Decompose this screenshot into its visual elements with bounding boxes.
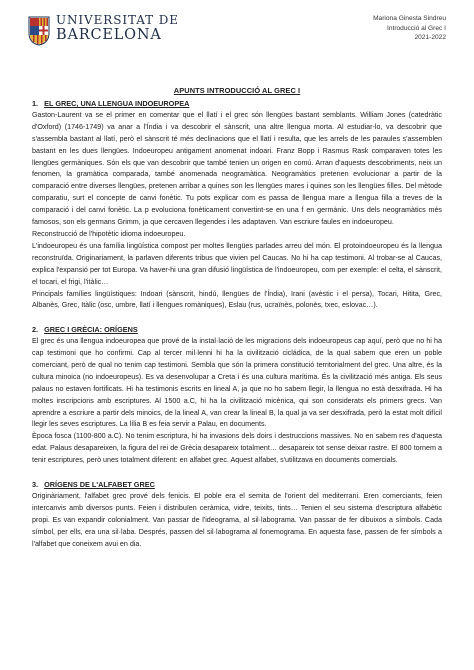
paragraph: Principals famílies lingüístiques: Indoari (sànscrit, hindú, llengües de l'Índia), Irani (avèstic i el persa), Tocari, Hitita, Grec, Albanès, Grec, Itàlic (osc, umbre, llatí i llengues romàniques), Eslau (rus, ucraïnès, polonès, txec, eslovac…). — [32, 289, 442, 310]
section-title: EL GREC, UNA LLENGUA INDOEUROPEA — [44, 99, 190, 108]
document-body — [32, 98, 442, 550]
section-title: ORÍGENS DE L'ALFABET GREC — [44, 479, 155, 489]
course-name: Introducció al Grec I — [386, 24, 446, 32]
logo-line-2: BARCELONA — [56, 27, 162, 43]
university-name — [56, 14, 179, 43]
page-header — [28, 14, 446, 70]
section-title: GREC I GRÈCIA: ORÍGENS — [44, 325, 138, 335]
paragraph: El grec és una llengua indoeuropea que prové de la instal·lació de les migracions dels indoeuropeus cap aquí, però que no hi ha cap testimoni que ho confirmi. Cap al tercer mil·lenni hi ha la civilització cicládica, de la qual sabem que eren un poble comerciant, però de qual no tenim cap testimoni. Sembla que són la primera constitució territorialment del grec. Una altre, és la cultura minoica (no indoeuropeus). Es va desenvolupar a Creta i és una cultura marítima. És la civilització més antiga. Els seus palaus no estaven fortificats. Hi ha testimonis escrits en lineal A, ja que no ho sabem llegir, la llengua no està desxifrada. Hi ha moltes inscripcions amb escriptures. Al 1500 a.C, hi ha la civilització micènica, qui son considerats els primers grecs. Van aprendre a escriure a partir dels minoics, de la lineal A, van crear la lineal B, la qual ja va ser desxifrada, però la estat molt difícil llegir les seves escriptures. La lília B es feia servir a Palau, en documents. — [32, 337, 442, 429]
section-number: 1. — [32, 99, 39, 108]
section-heading — [32, 98, 442, 110]
paragraph: L'indoeuropeu és una família lingüística compost per moltes llengües parlades arreu del món. El protoindoeuropeu és la llengua reconstruïda. Originariament, la parlaven diferents tribus que vivien pel Caucas. No hi ha cap testimoni. Al trobar-se al Caucas, explica l'expansió per tot Europa. Va haver-hi una gran difusió lingüística de l'indoeuropeu, com per exemple: el celta, el sànscrit, el tocari, el frigi, l'itàlic… — [32, 241, 442, 286]
university-logo — [28, 14, 179, 46]
author-block — [373, 14, 446, 43]
section-number: 2. — [32, 325, 39, 335]
paragraph: Època fosca (1100-800 a.C). No tenim escriptura, hi ha invasions dels doirs i destruccions massives. No en sabem res d'aquesta edat. Palaus desapareixen, la figura del rei de Grècia desapareix totalment… desapareix tot sense deixar rastre. El 800 tornem a tenir escriptures, però unes totalment diferent: en alfabet grec. Aquest alfabet, s'utilitzava en documents comercials. — [32, 432, 442, 465]
logo-line-1: UNIVERSITAT DE — [56, 13, 179, 27]
paragraph: Originàriament, l'alfabet grec prové dels fenicis. El poble era el semita de l'orient del mediterrani. Eren comerciants, feien intercanvis amb diversos punts. Feien i distribuïen ceràmica, vidre, teixits, tints… Tenien el seu sistema d'escriptura alfabètic propi. Es van expandir colonialment. Van passar de l'ideograma, al sil·labograma. Van passar de fer dibuixos a símbols. Cada símbol, per ells, era una sil·laba. Després, passen del sil·labograma al fonemograma. En aquesta fase, passen de fer símbols a l'alfabet que coneixem avui en dia. — [32, 491, 442, 548]
academic-year: 2021-2022 — [414, 34, 446, 42]
crest-icon — [28, 16, 50, 46]
paragraph: Reconstrucció de l'hipotètic idioma indoeuropeu. — [32, 229, 186, 238]
document-title: APUNTS INTRODUCCIÓ AL GREC I — [173, 86, 301, 95]
section-heading — [32, 479, 442, 491]
paragraph: Gaston-Laurent va se el primer en comentar que el llatí i el grec són llengües bastant semblants. William Jones (catedràtic d'Oxford) (1746-1749) va anar a l'Índia i va descobrir el sànscrit, una altre llengua morta. Al estudiar-lo, va descobrir que s'assembla bastant al llatí, però el sànscrit té més declinacions que el llatí i resulta, que les arrels de les paraules s'assemblen bastant en les dues llengües. Indoeuropeu antigament anomenat indoari. Franz Bopp i Rasmus Rask comparaven totes les llengües germàniques. Són els que van descobrir que també tenien un origen en comú. Arran d'aquests descobriments, neix un fenomen, la gramàtica comparada, també anomenada neogramàtica. Neogramàtics pretenen evolucionar a partir de la comparació entre diverses llengües, pretenen arribar a quines son les llengües mares i quines son les llengües filles. Del mètode comparatiu, surt el concepte de canvi fonètic. Tu pots explicar com es passa de llengua mare a llengua filla a treves de la comparació i del canvi fonètic. La p evoluciona fonèticament convertint-se en una f en germànic. Uns dels neogramàtics més famosos, son els germans Grimm, ja que cercaven llegendes i les adaptaven. Van escriure faules en indoeuropeu. — [32, 110, 442, 227]
section-heading — [32, 324, 442, 336]
section-number: 3. — [32, 479, 39, 489]
author-name: Mariona Ginesta Sindreu — [373, 15, 446, 22]
